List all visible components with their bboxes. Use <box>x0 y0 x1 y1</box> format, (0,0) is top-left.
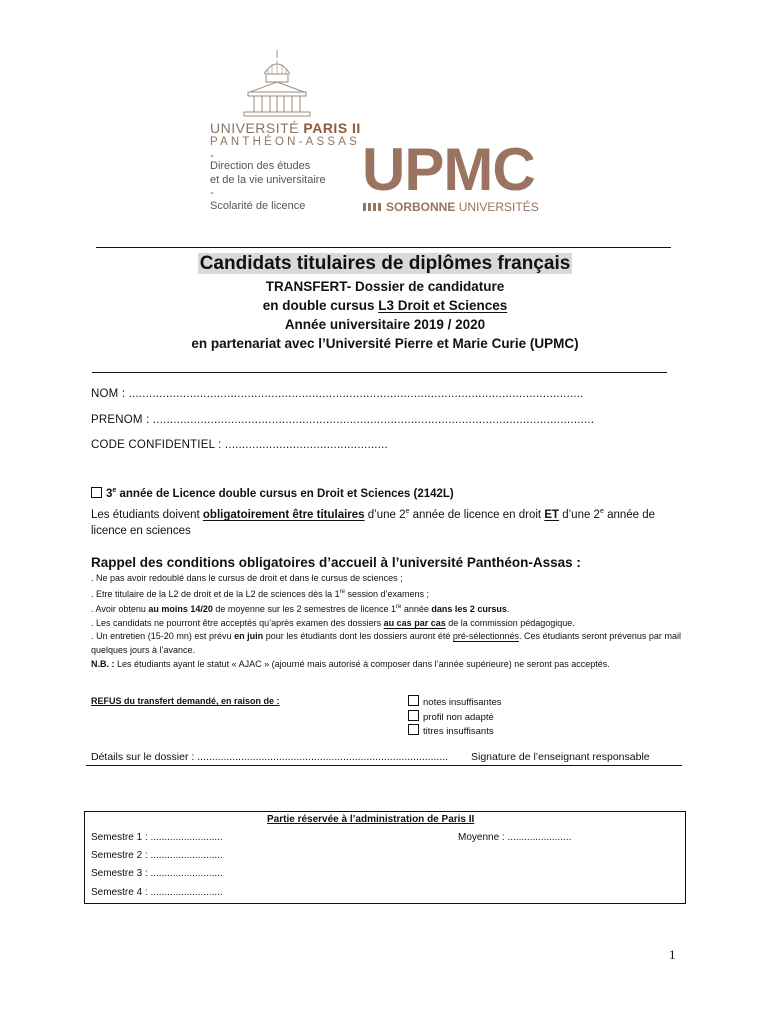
title-line-1: TRANSFERT- Dossier de candidature <box>265 279 505 294</box>
refus-option-titres[interactable]: titres insuffisants <box>408 724 502 739</box>
rappel-item-3: . Avoir obtenu au moins 14/20 de moyenne sur les 2 semestres de licence 1re année dans les 2 cursus. <box>91 604 510 615</box>
title-line-2: en double cursus L3 Droit et Sciences <box>262 298 508 313</box>
title-line-4: en partenariat avec l’Université Pierre et Marie Curie (UPMC) <box>191 336 579 351</box>
page-title: Candidats titulaires de diplômes français <box>199 253 571 274</box>
details-field[interactable]: Détails sur le dossier : ...................................................................................... <box>91 751 449 763</box>
pantheon-building-icon <box>238 48 316 118</box>
details-rule <box>86 765 682 766</box>
refus-option-notes[interactable]: notes insuffisantes <box>408 695 502 710</box>
direction-line-2: et de la vie universitaire <box>210 174 326 186</box>
rappel-item-4: . Les candidats ne pourront être acceptés qu’après examen des dossiers au cas par cas de la commission pédagogique. <box>91 617 575 628</box>
licence-heading: 3e année de Licence double cursus en Droit et Sciences (2142L) <box>91 487 454 500</box>
dash-1: - <box>210 150 214 162</box>
code-field[interactable]: CODE CONFIDENTIEL : ................................................ <box>91 439 388 451</box>
refus-options <box>408 695 502 739</box>
university-name: UNIVERSITÉ PARIS II <box>210 120 361 136</box>
page-number: 1 <box>669 947 676 962</box>
rappel-item-2: . Etre titulaire de la L2 de droit et de la L2 de sciences dès la 1re session d’examens ; <box>91 588 430 599</box>
upmc-logo: UPMC <box>362 136 535 203</box>
university-subtitle: PANTHÉON-ASSAS <box>210 136 361 148</box>
semestre-4-field[interactable]: Semestre 4 : .......................... <box>91 887 223 898</box>
sorbonne-logo: SORBONNE UNIVERSITÉS <box>363 200 539 214</box>
licence-paragraph: Les étudiants doivent obligatoirement être titulaires d’une 2e année de licence en droit ET d’une 2e année de licence en sciences <box>91 508 656 537</box>
moyenne-field[interactable]: Moyenne : ....................... <box>458 832 572 843</box>
rappel-nb: N.B. : Les étudiants ayant le statut « AJAC » (ajourné mais autorisé à composer dans l’année supérieure) ne seront pas acceptés. <box>91 658 610 669</box>
sorbonne-bars-icon <box>363 200 383 214</box>
rappel-heading: Rappel des conditions obligatoires d’accueil à l’université Panthéon-Assas : <box>91 555 581 570</box>
direction-line-1: Direction des études <box>210 160 311 172</box>
checkbox-icon[interactable] <box>408 710 419 721</box>
refus-label: REFUS du transfert demandé, en raison de : <box>91 696 280 706</box>
semestre-2-field[interactable]: Semestre 2 : .......................... <box>91 850 223 861</box>
semestre-3-field[interactable]: Semestre 3 : .......................... <box>91 868 223 879</box>
semestre-1-field[interactable]: Semestre 1 : .......................... <box>91 832 223 843</box>
checkbox-icon[interactable] <box>408 695 419 706</box>
signature-label: Signature de l’enseignant responsable <box>471 751 650 763</box>
nom-field[interactable]: NOM : ...................................................................................................................................... <box>91 388 584 400</box>
title-line-3: Année universitaire 2019 / 2020 <box>284 317 486 332</box>
prenom-field[interactable]: PRENOM : .................................................................................................................................. <box>91 414 595 426</box>
refus-option-profil[interactable]: profil non adapté <box>408 710 502 725</box>
scolarite-label: Scolarité de licence <box>210 200 306 212</box>
checkbox-icon[interactable] <box>408 724 419 735</box>
dash-2: - <box>210 187 214 199</box>
licence-checkbox[interactable] <box>91 487 102 498</box>
admin-heading: Partie réservée à l’administration de Paris II <box>267 814 475 825</box>
second-rule <box>92 372 667 373</box>
top-rule <box>96 247 671 248</box>
rappel-list <box>91 572 681 671</box>
rappel-item-1: . Ne pas avoir redoublé dans le cursus de droit et dans le cursus de sciences ; <box>91 573 403 583</box>
rappel-item-5: . Un entretien (15-20 mn) est prévu en juin pour les étudiants dont les dossiers auront été pré-sélectionnés. Ces étudiants seront prévenus par mail quelques jours à l’avance. <box>91 631 681 655</box>
